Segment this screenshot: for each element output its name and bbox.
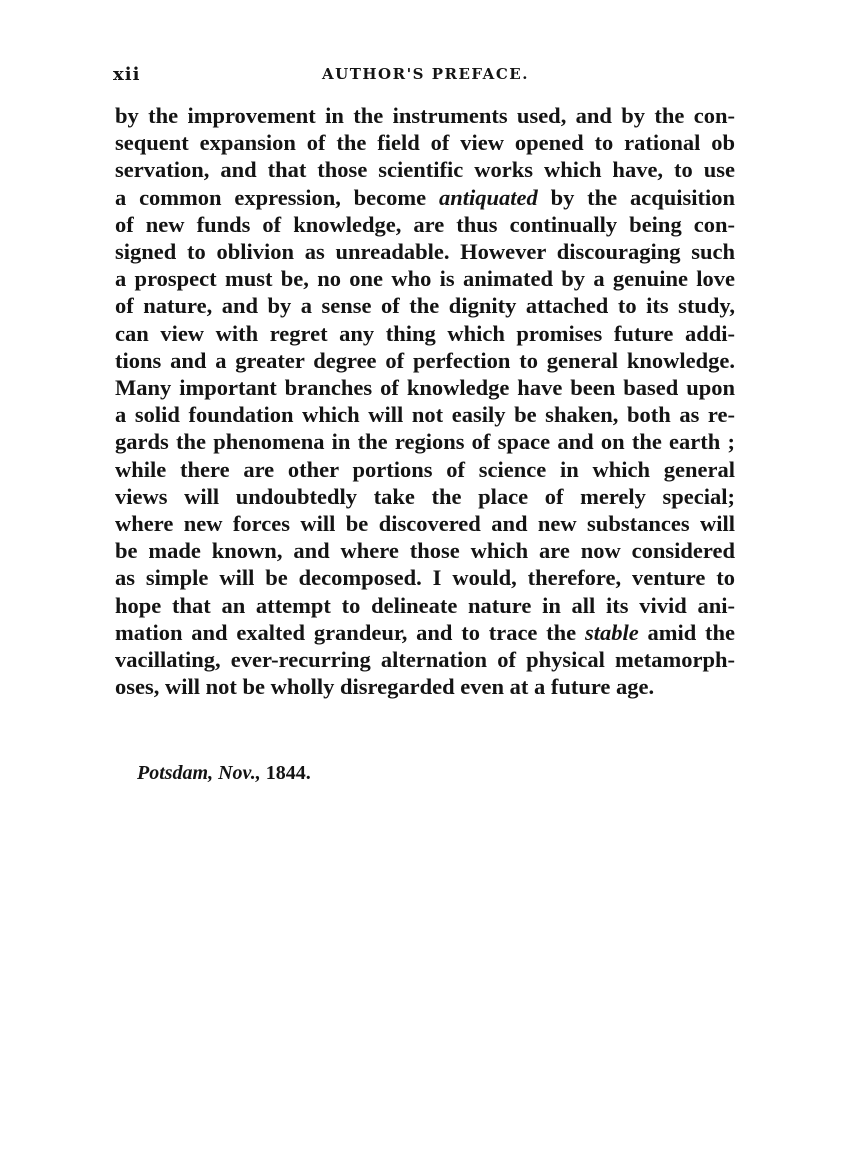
- text-line: oses, will not be wholly disregarded even at a future age.: [115, 674, 655, 700]
- text-line: of new funds of knowledge, are thus continually being con-: [115, 211, 735, 237]
- text-segment: mation and exalted grandeur, and to trace the: [115, 619, 585, 645]
- text-line: where new forces will be discovered and new substances will: [115, 511, 735, 537]
- text-line: a prospect must be, no one who is animated by a genuine love: [115, 266, 735, 292]
- text-line: sequent expansion of the field of view opened to rational ob: [115, 130, 735, 156]
- text-line: while there are other portions of science in which general: [115, 456, 735, 482]
- text-line: hope that an attempt to delineate nature in all its vivid ani-: [115, 592, 735, 618]
- signoff: [137, 762, 311, 785]
- running-head: AUTHOR'S PREFACE.: [322, 65, 529, 83]
- text-line: Many important branches of knowledge have been based upon: [115, 375, 735, 401]
- page-number: xii: [113, 64, 141, 85]
- text-segment: by the acquisition: [537, 184, 735, 210]
- text-line: views will undoubtedly take the place of merely special;: [115, 483, 735, 509]
- text-segment: amid the: [638, 619, 735, 645]
- text-line: tions and a greater degree of perfection to general knowledge.: [115, 347, 735, 373]
- text-line: by the improvement in the instruments used, and by the con-: [115, 103, 735, 128]
- text-line: servation, and that those scientific works which have, to use: [115, 157, 735, 183]
- emphasis-antiquated: antiquated: [438, 184, 538, 210]
- signoff-place-date: Potsdam, Nov.,: [137, 762, 261, 784]
- preface-body: [115, 102, 735, 700]
- text-line: gards the phenomena in the regions of space and on the earth ;: [115, 429, 735, 455]
- emphasis-stable: stable: [584, 619, 639, 645]
- text-line: signed to oblivion as unreadable. However discouraging such: [115, 239, 735, 265]
- text-line: be made known, and where those which are now considered: [115, 538, 735, 564]
- text-line: a solid foundation which will not easily be shaken, both as re-: [115, 402, 735, 428]
- text-line: [115, 184, 735, 211]
- text-line: as simple will be decomposed. I would, therefore, venture to: [115, 565, 735, 591]
- text-segment: a common expression, become: [115, 184, 439, 210]
- text-line: vacillating, ever-recurring alternation of physical metamorph-: [115, 647, 735, 673]
- text-line: of nature, and by a sense of the dignity attached to its study,: [115, 293, 735, 319]
- text-line: can view with regret any thing which promises future addi-: [115, 320, 735, 346]
- signoff-year: 1844.: [260, 762, 311, 784]
- text-line: [115, 619, 735, 646]
